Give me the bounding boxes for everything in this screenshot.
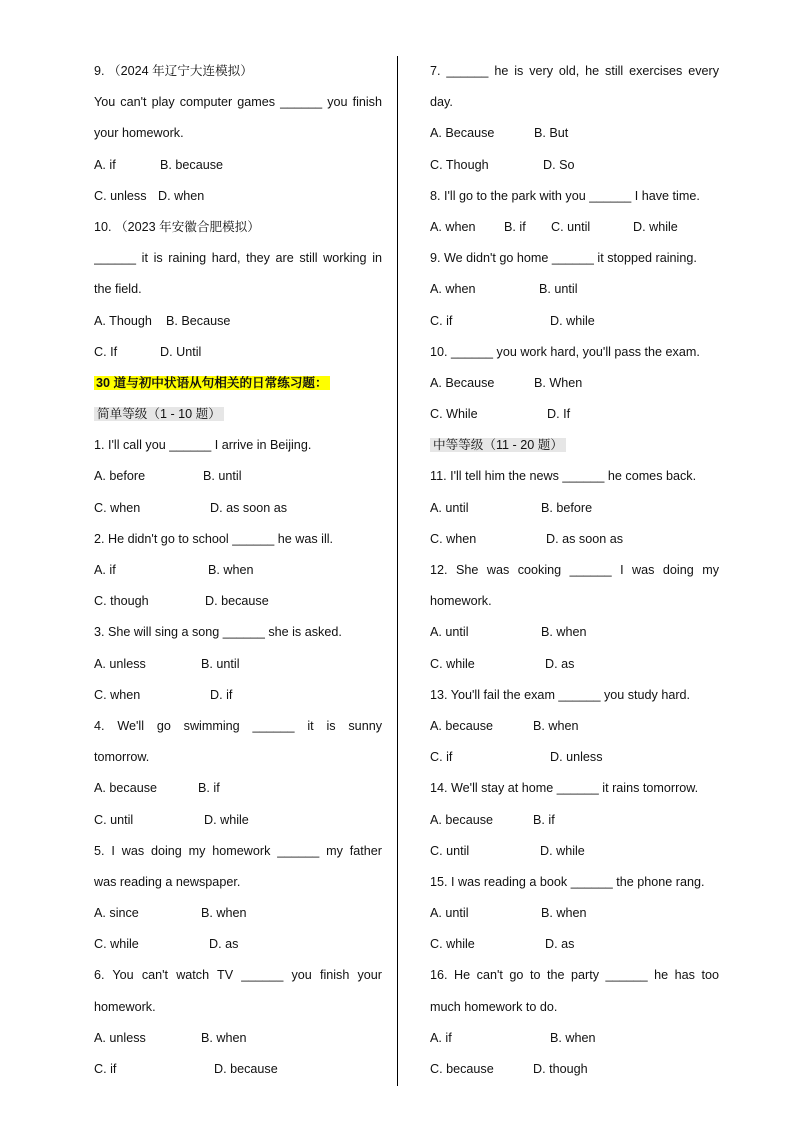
options-row (430, 617, 719, 648)
option-b: B. when (201, 1030, 247, 1045)
option-b: B. Because (166, 313, 231, 328)
level-heading (430, 430, 719, 461)
option-c: C. until (551, 219, 591, 234)
option-b: B. if (198, 781, 220, 796)
option-a: A. until (430, 906, 469, 921)
option-c: C. when (94, 500, 141, 515)
option-a: A. when (430, 282, 476, 297)
options-row (430, 212, 719, 243)
option-d: D. as (545, 937, 575, 952)
option-d: D. as soon as (546, 531, 624, 546)
options-row (94, 1054, 382, 1085)
option-b: B. when (208, 563, 254, 577)
options-row (430, 399, 719, 430)
question-header: 10. （2023 年安徽合肥模拟） (94, 219, 260, 234)
option-c: C. while (430, 937, 475, 952)
option-d: D. because (205, 594, 269, 609)
option-b: B. because (160, 157, 224, 172)
option-d: D. if (210, 687, 233, 702)
option-c: C. Though (430, 157, 489, 172)
option-d: D. while (204, 812, 249, 827)
options-row (430, 1054, 719, 1085)
section-title (94, 368, 382, 399)
question-text: 9. We didn't go home ______ it stopped raining. (430, 251, 697, 266)
question-text: homework. (94, 999, 156, 1014)
option-c: C. until (430, 843, 470, 858)
options-row (430, 805, 719, 836)
options-row (94, 181, 382, 212)
option-a: A. because (430, 812, 494, 827)
option-b: B. when (533, 718, 579, 733)
options-row (430, 1023, 719, 1054)
options-row (94, 649, 382, 680)
question-text: 2. He didn't go to school ______ he was ill. (94, 531, 334, 546)
options-row (430, 493, 719, 524)
options-row (94, 493, 382, 524)
option-c: C. unless (94, 188, 147, 203)
level-medium-label: 中等等级（11 - 20 题） (430, 438, 566, 452)
option-c: C. While (430, 407, 478, 422)
options-row (94, 337, 382, 368)
options-row (430, 274, 719, 305)
question-text: 5. I was doing my homework ______ my father (94, 843, 382, 858)
option-d: D. as (545, 656, 575, 671)
options-row (94, 586, 382, 617)
option-d: D. when (158, 188, 205, 203)
question-text: your homework. (94, 126, 184, 141)
option-b: B. if (504, 219, 526, 234)
column-divider (397, 56, 398, 1086)
option-b: B. when (541, 625, 587, 640)
question-text: tomorrow. (94, 750, 150, 765)
option-a: A. because (430, 718, 494, 733)
options-row (94, 150, 382, 181)
options-row (430, 898, 719, 929)
option-d: D. while (633, 219, 678, 234)
option-b: B. when (541, 906, 587, 921)
option-d: D. as (209, 937, 239, 952)
option-c: C. If (94, 344, 118, 359)
option-c: C. when (94, 687, 141, 702)
option-a: A. if (430, 1030, 452, 1045)
option-c: C. while (430, 656, 475, 671)
option-a: A. if (94, 563, 116, 577)
option-a: A. because (94, 781, 158, 796)
option-c: C. though (94, 594, 149, 609)
question-text: ______ it is raining hard, they are still working in (94, 251, 382, 266)
question-text: 3. She will sing a song ______ she is asked. (94, 625, 342, 640)
options-row (94, 461, 382, 492)
option-b: B. when (201, 906, 247, 921)
options-row (430, 118, 719, 149)
question-text: 10. ______ you work hard, you'll pass the exam. (430, 344, 700, 359)
left-column (94, 56, 382, 1085)
option-d: D. as soon as (210, 500, 288, 515)
option-c: C. while (94, 937, 139, 952)
option-b: B. before (541, 500, 593, 515)
options-row (94, 929, 382, 960)
question-text: homework. (430, 594, 492, 609)
options-row (94, 773, 382, 804)
options-row (94, 805, 382, 836)
option-c: C. when (430, 531, 477, 546)
option-c: C. if (430, 313, 453, 328)
options-row (94, 680, 382, 711)
option-d: D. So (543, 157, 575, 172)
question-text: the field. (94, 282, 142, 297)
question-text: day. (430, 95, 453, 110)
question-text: 13. You'll fail the exam ______ you study hard. (430, 687, 691, 702)
options-row (430, 524, 719, 555)
question-text: 11. I'll tell him the news ______ he comes back. (430, 469, 697, 484)
option-b: B. until (203, 469, 242, 484)
option-c: C. if (430, 750, 453, 765)
option-a: A. unless (94, 656, 146, 671)
options-row (430, 150, 719, 181)
question-text: 12. She was cooking ______ I was doing my (430, 563, 719, 577)
options-row (430, 711, 719, 742)
option-a: A. unless (94, 1030, 146, 1045)
options-row (94, 1023, 382, 1054)
option-a: A. before (94, 469, 146, 484)
question-header: 9. （2024 年辽宁大连模拟） (94, 64, 253, 78)
option-a: A. Because (430, 126, 495, 141)
option-b: B. until (539, 282, 578, 297)
question-text: 4. We'll go swimming ______ it is sunny (94, 718, 382, 733)
option-a: A. until (430, 625, 469, 640)
options-row (94, 306, 382, 337)
option-a: A. Though (94, 313, 152, 328)
options-row (94, 555, 382, 586)
option-a: A. Because (430, 375, 495, 390)
option-d: D. If (547, 407, 571, 422)
question-text: 16. He can't go to the party ______ he has too (430, 968, 719, 983)
options-row (430, 742, 719, 773)
option-d: D. because (214, 1062, 278, 1076)
options-row (430, 368, 719, 399)
options-row (430, 836, 719, 867)
right-column (430, 56, 719, 1085)
option-d: D. Until (160, 344, 202, 359)
option-c: C. until (94, 812, 134, 827)
question-text: 15. I was reading a book ______ the phone rang. (430, 874, 705, 889)
option-b: B. But (534, 126, 569, 141)
option-d: D. unless (550, 750, 603, 765)
option-a: A. when (430, 219, 476, 234)
level-easy-label: 简单等级（1 - 10 题） (94, 407, 224, 421)
question-text: 7. ______ he is very old, he still exercises every (430, 64, 719, 78)
question-text: 1. I'll call you ______ I arrive in Beijing. (94, 438, 312, 453)
options-row (430, 306, 719, 337)
question-text: 6. You can't watch TV ______ you finish your (94, 968, 382, 983)
option-b: B. When (534, 375, 583, 390)
options-row (94, 898, 382, 929)
option-b: B. until (201, 656, 240, 671)
option-a: A. since (94, 906, 139, 921)
option-a: A. if (94, 157, 116, 172)
option-d: D. while (540, 843, 585, 858)
option-d: D. though (533, 1062, 588, 1076)
options-row (430, 649, 719, 680)
options-row (430, 929, 719, 960)
option-b: B. when (550, 1030, 596, 1045)
question-text: You can't play computer games ______ you finish (94, 95, 382, 110)
option-c: C. if (94, 1062, 117, 1076)
question-text: was reading a newspaper. (94, 874, 241, 889)
option-a: A. until (430, 500, 469, 515)
option-c: C. because (430, 1062, 494, 1076)
level-heading (94, 399, 382, 430)
question-text: 14. We'll stay at home ______ it rains tomorrow. (430, 781, 699, 796)
section-title-text: 30 道与初中状语从句相关的日常练习题： (96, 375, 328, 390)
question-text: much homework to do. (430, 999, 558, 1014)
option-d: D. while (550, 313, 595, 328)
question-text: 8. I'll go to the park with you ______ I have time. (430, 188, 700, 203)
option-b: B. if (533, 812, 555, 827)
